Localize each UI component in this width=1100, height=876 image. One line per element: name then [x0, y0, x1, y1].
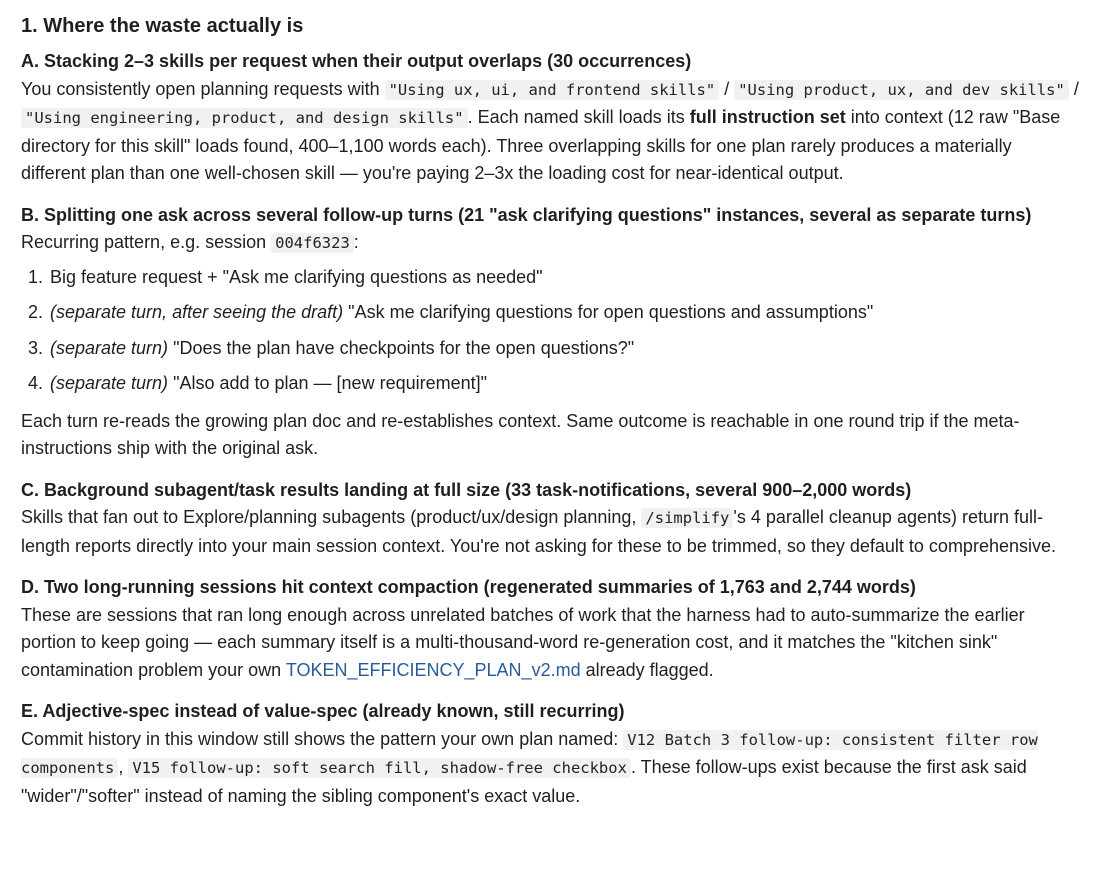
commit-code: V15 follow-up: soft search fill, shadow-free checkbox — [128, 758, 631, 778]
item-c-text: Skills that fan out to Explore/planning subagents (product/ux/design planning, — [21, 507, 642, 527]
item-d-text: These are sessions that ran long enough across unrelated batches of work that the harness had to auto-summarize the earlier portion to keep going — each summary itself is a multi-thousand-word re-generation cost, and it matches the "kitchen sink" contamination problem your own — [21, 604, 1025, 680]
item-d-body — [21, 602, 1079, 685]
turn-list — [21, 264, 1079, 398]
item-e-text: Commit history in this window still shows the pattern your own plan named: — [21, 728, 624, 749]
session-id-code: 004f6323 — [271, 233, 354, 253]
item-a-text: into context (12 raw "Base directory for this skill" loads found, 400–1,100 words each). Three overlapping skills for one plan rarely produces a materially different plan than one well-chosen skill — you're paying 2–3x the loading cost for near-identical output. — [21, 107, 1061, 183]
item-e-text: . These follow-ups exist because the first ask said "wider"/"softer" instead of naming the sibling component's exact value. — [21, 757, 1027, 806]
item-d-title: D. Two long-running sessions hit context compaction (regenerated summaries of 1,763 and 2,744 words) — [21, 577, 916, 597]
separator: / — [719, 78, 735, 99]
separator: / — [1068, 78, 1079, 99]
item-c-text: 's 4 parallel cleanup agents) return full-length reports directly into your main session context. You're not asking for these to be trimmed, so they default to comprehensive. — [21, 507, 1056, 556]
section-heading: 1. Where the waste actually is — [21, 15, 304, 37]
item-b-title: B. Splitting one ask across several follow-up turns (21 "ask clarifying questions" instances, several as separate turns) — [21, 204, 1032, 225]
item-a-body — [21, 76, 1079, 188]
item-c-title: C. Background subagent/task results landing at full size (33 task-notifications, several 900–2,000 words) — [21, 479, 912, 500]
turn-text: "Does the plan have checkpoints for the open questions?" — [168, 337, 635, 358]
item-a-text: . Each named skill loads its — [467, 107, 690, 127]
item-e-body — [21, 726, 1079, 811]
list-item — [48, 370, 1079, 398]
commit-code: V12 Batch 3 follow-up: consistent filter row components — [21, 730, 1038, 777]
turn-text: "Also add to plan — [new requirement]" — [168, 373, 488, 393]
waste-item-e — [21, 698, 1079, 810]
item-d-text: already flagged. — [580, 659, 714, 680]
item-b-text: : — [353, 232, 359, 252]
waste-item-c — [21, 477, 1079, 561]
code-snippet: "Using product, ux, and dev skills" — [734, 80, 1069, 100]
list-item — [48, 299, 1079, 327]
waste-item-d — [21, 574, 1079, 684]
list-item — [48, 335, 1079, 363]
waste-item-b — [21, 202, 1079, 463]
bold-text: full instruction set — [689, 107, 846, 127]
list-item — [48, 264, 1079, 292]
item-b-after: Each turn re-reads the growing plan doc and re-establishes context. Same outcome is reachable in one round trip if the meta-instructions ship with the original ask. — [21, 410, 1020, 458]
item-a-text: You consistently open planning requests with — [21, 78, 385, 99]
item-b-text: Recurring pattern, e.g. session — [21, 232, 272, 252]
item-c-body — [21, 504, 1079, 560]
code-snippet: "Using ux, ui, and frontend skills" — [385, 80, 720, 100]
separator: , — [118, 757, 129, 777]
command-code: /simplify — [641, 508, 733, 528]
turn-note: (separate turn, after seeing the draft) — [50, 302, 344, 322]
turn-text: Big feature request + "Ask me clarifying questions as needed" — [50, 266, 543, 287]
item-b-body — [21, 229, 1079, 258]
plan-file-link[interactable]: TOKEN_EFFICIENCY_PLAN_v2.md — [285, 659, 581, 680]
turn-note: (separate turn) — [50, 337, 169, 358]
waste-item-a — [21, 48, 1079, 188]
turn-text: "Ask me clarifying questions for open questions and assumptions" — [343, 302, 874, 322]
code-snippet: "Using engineering, product, and design skills" — [21, 108, 468, 128]
item-e-title: E. Adjective-spec instead of value-spec (already known, still recurring) — [21, 701, 625, 721]
item-a-title: A. Stacking 2–3 skills per request when their output overlaps (30 occurrences) — [21, 51, 692, 71]
turn-note: (separate turn) — [50, 373, 169, 393]
